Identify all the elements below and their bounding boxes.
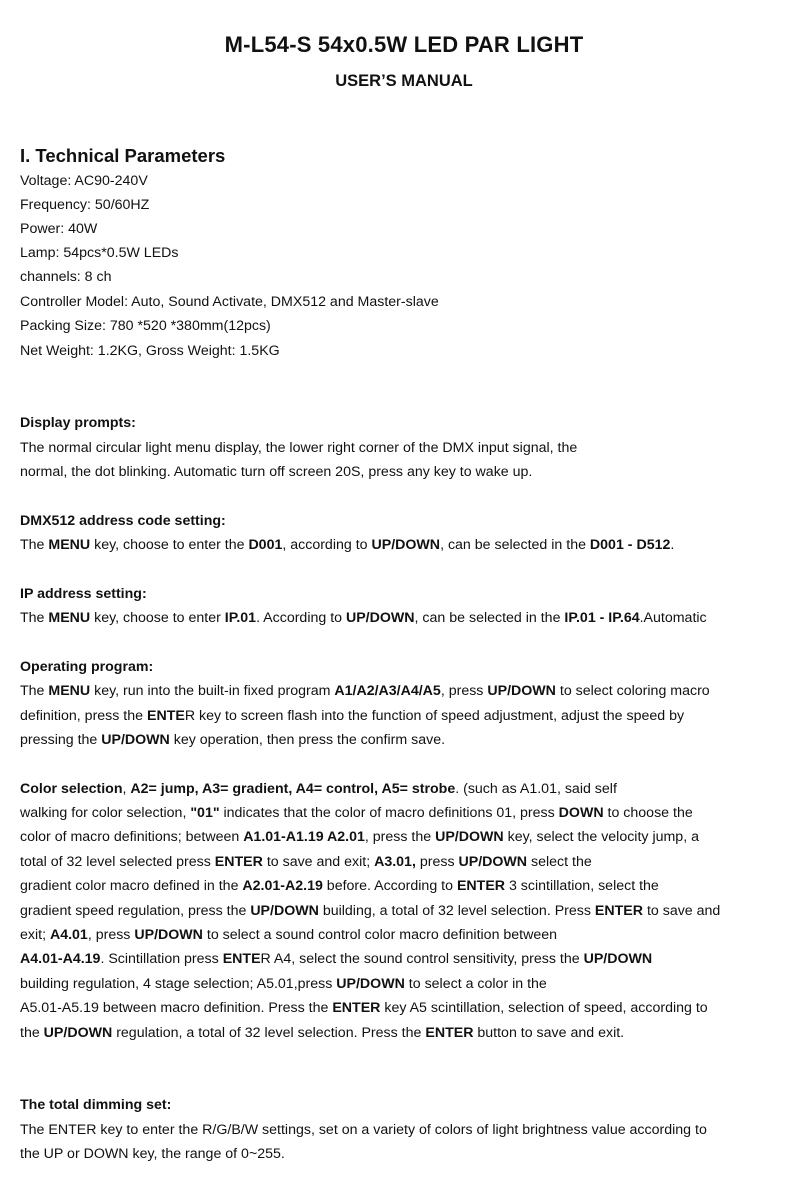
ip-address-heading: IP address setting: [20, 586, 147, 602]
color-selection-line: color of macro definitions; between A1.01-A1.19 A2.01, press the UP/DOWN key, select the velocity jump, a [20, 829, 699, 845]
ip-address-text: The MENU key, choose to enter IP.01. According to UP/DOWN, can be selected in the IP.01 - IP.64.Automatic [20, 610, 707, 626]
color-selection-line: gradient speed regulation, press the UP/DOWN building, a total of 32 level selection. Press ENTER to save and [20, 903, 721, 919]
spec-voltage: Voltage: AC90-240V [20, 173, 148, 189]
display-prompts-line: normal, the dot blinking. Automatic turn off screen 20S, press any key to wake up. [20, 464, 533, 480]
color-selection-line: building regulation, 4 stage selection; A5.01,press UP/DOWN to select a color in the [20, 976, 547, 992]
document-subtitle: USER’S MANUAL [335, 72, 473, 90]
color-selection-line: the UP/DOWN regulation, a total of 32 level selection. Press the ENTER button to save and exit. [20, 1025, 625, 1041]
dmx-address-text: The MENU key, choose to enter the D001, according to UP/DOWN, can be selected in the D001 - D512. [20, 537, 675, 553]
dmx-address-heading: DMX512 address code setting: [20, 513, 226, 529]
color-selection-line: total of 32 level selected press ENTER to save and exit; A3.01, press UP/DOWN select the [20, 854, 592, 870]
spec-channels: channels: 8 ch [20, 269, 112, 285]
spec-weight: Net Weight: 1.2KG, Gross Weight: 1.5KG [20, 343, 280, 359]
total-dimming-heading: The total dimming set: [20, 1097, 172, 1113]
operating-program-line: pressing the UP/DOWN key operation, then press the confirm save. [20, 732, 446, 748]
color-selection-line: Color selection, A2= jump, A3= gradient, A4= control, A5= strobe. (such as A1.01, said self [20, 781, 617, 797]
operating-program-line: definition, press the ENTER key to screen flash into the function of speed adjustment, adjust the speed by [20, 708, 685, 724]
operating-program-line: The MENU key, run into the built-in fixed program A1/A2/A3/A4/A5, press UP/DOWN to select coloring macro [20, 683, 710, 699]
display-prompts-heading: Display prompts: [20, 415, 136, 431]
color-selection-line: A5.01-A5.19 between macro definition. Press the ENTER key A5 scintillation, selection of speed, according to [20, 1000, 708, 1016]
document-title: M-L54-S 54x0.5W LED PAR LIGHT [224, 32, 584, 57]
operating-program-heading: Operating program: [20, 659, 154, 675]
spec-frequency: Frequency: 50/60HZ [20, 197, 150, 213]
color-selection-line: A4.01-A4.19. Scintillation press ENTER A4, select the sound control sensitivity, press the UP/DOWN [20, 951, 653, 967]
color-selection-line: walking for color selection, "01" indicates that the color of macro definitions 01, press DOWN to choose the [20, 805, 693, 821]
total-dimming-line: The ENTER key to enter the R/G/B/W settings, set on a variety of colors of light brightness value according to [20, 1122, 707, 1138]
technical-parameters-heading: I. Technical Parameters [20, 145, 226, 166]
color-selection-line: gradient color macro defined in the A2.01-A2.19 before. According to ENTER 3 scintillation, select the [20, 878, 659, 894]
spec-controller-model: Controller Model: Auto, Sound Activate, DMX512 and Master-slave [20, 294, 439, 310]
total-dimming-line: the UP or DOWN key, the range of 0~255. [20, 1146, 285, 1162]
spec-power: Power: 40W [20, 221, 98, 237]
spec-lamp: Lamp: 54pcs*0.5W LEDs [20, 245, 179, 261]
spec-packing-size: Packing Size: 780 *520 *380mm(12pcs) [20, 318, 271, 334]
display-prompts-line: The normal circular light menu display, the lower right corner of the DMX input signal, the [20, 440, 578, 456]
color-selection-line: exit; A4.01, press UP/DOWN to select a sound control color macro definition between [20, 927, 558, 943]
